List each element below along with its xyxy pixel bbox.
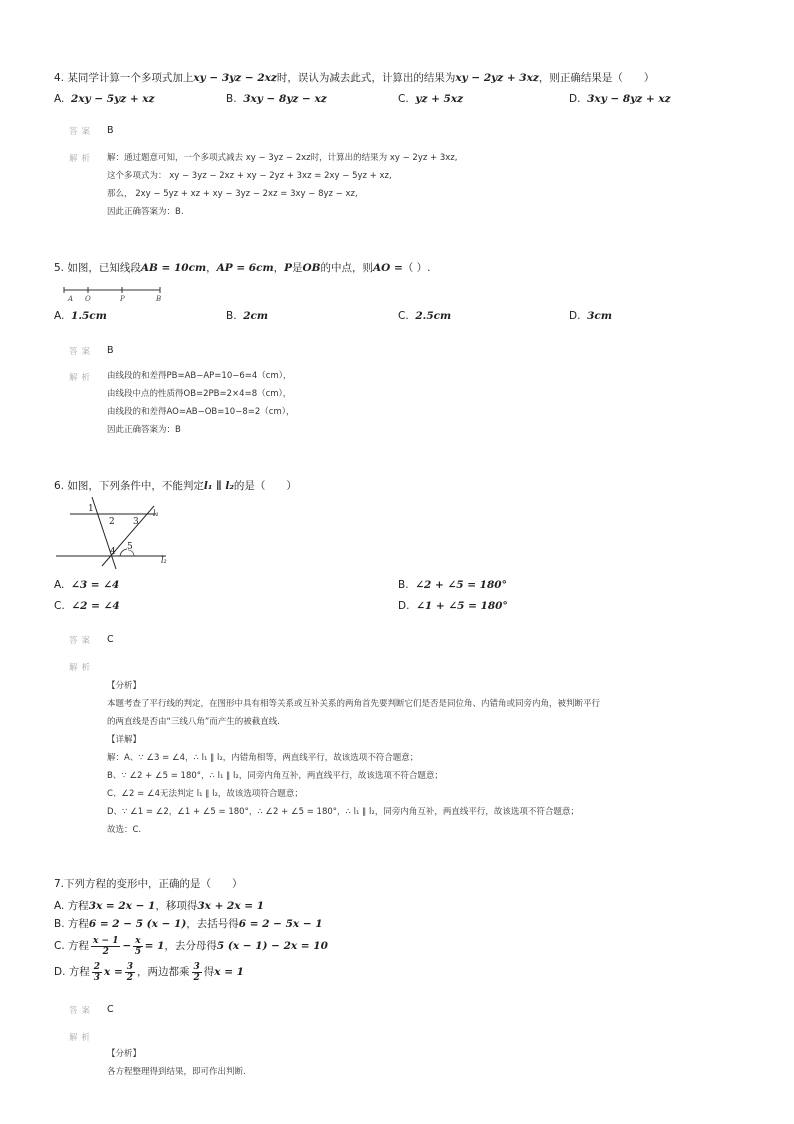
- option-d[interactable]: D. 3cm: [569, 310, 612, 322]
- question-6: [54, 478, 754, 494]
- analysis-label: 解析: [69, 1033, 95, 1043]
- label-b: B: [156, 295, 162, 303]
- option-d[interactable]: D. 方程 2 3 x = $\frac{3}{2}$ ，两边都乘 3 2 得 x = 1: [54, 961, 244, 983]
- label-o: O: [85, 295, 91, 303]
- question-4: [54, 70, 754, 109]
- fraction-1: 2 3: [93, 961, 101, 983]
- analysis-text: 【分析】 各方程整理得到结果，即可作出判断.: [107, 1049, 246, 1077]
- analysis-label: 解析: [69, 663, 95, 673]
- option-b[interactable]: B. 2cm: [226, 310, 269, 322]
- option-d[interactable]: D. ∠1 + ∠5 = 180°: [398, 600, 508, 612]
- fraction-2: $\frac{x}{5}$: [134, 935, 142, 957]
- option-d[interactable]: D. 3xy − 8yz + xz: [569, 93, 671, 105]
- question-stem: 6. 如图，下列条件中，不能判定l₁ ∥ l₂的是（ ）: [54, 480, 297, 492]
- answer-value: B: [107, 345, 114, 356]
- angle-label-4: 4: [110, 547, 116, 557]
- question-7: [54, 876, 754, 892]
- answer-value: C: [107, 634, 114, 645]
- answer-value: C: [107, 1004, 114, 1015]
- answer-label: 答案: [69, 347, 95, 357]
- line-label-l1: l₁: [153, 509, 159, 518]
- question-stem: 5. 如图，已知线段AB = 10cm，AP = 6cm，P是OB的中点，则AO =（ ）.: [54, 262, 431, 274]
- question-6-options: [54, 577, 754, 616]
- question-stem: 7.下列方程的变形中，正确的是（ ）: [54, 878, 243, 890]
- answer-value: B: [107, 125, 114, 136]
- fraction-2: $\frac{3}{2}$: [126, 961, 134, 983]
- option-c[interactable]: C. 方程 x − 1 2 − $\frac{x}{5}$ = 1 ，去分母得 5 (x − 1) − 2x = 10: [54, 935, 328, 957]
- angle-label-2: 2: [109, 517, 115, 527]
- option-b[interactable]: B. ∠2 + ∠5 = 180°: [398, 579, 507, 591]
- transversal-1: [92, 497, 116, 569]
- option-b[interactable]: B. 3xy − 8yz − xz: [226, 93, 327, 105]
- answer-label: 答案: [69, 127, 95, 137]
- option-a[interactable]: A. 方程3x = 2x − 1，移项得3x + 2x = 1: [54, 900, 264, 912]
- option-a[interactable]: A. ∠3 = ∠4: [54, 579, 120, 591]
- segment-figure: [60, 284, 170, 306]
- analysis-label: 解析: [69, 373, 95, 383]
- angle-label-3: 3: [133, 517, 139, 527]
- analysis-label: 解析: [69, 154, 95, 164]
- analysis-text: 由线段的和差得PB=AB−AP=10−6=4（cm）， 由线段中点的性质得OB=2PB=2×4=8（cm）， 由线段的和差得AO=AB−OB=10−8=2（cm）， 因此正确答案为：B: [107, 371, 295, 435]
- option-b[interactable]: B. 方程6 = 2 − 5 (x − 1)，去括号得6 = 2 − 5x − 1: [54, 918, 323, 930]
- option-c[interactable]: C. 2.5cm: [398, 310, 452, 322]
- fraction-1: x − 1 2: [93, 935, 119, 957]
- label-a: A: [68, 295, 74, 303]
- parallel-lines-figure: [54, 494, 184, 570]
- option-c[interactable]: C. ∠2 = ∠4: [54, 600, 120, 612]
- question-stem: 4. 某同学计算一个多项式加上xy − 3yz − 2xz时，误认为减去此式，计算出的结果为xy − 2yz + 3xz，则正确结果是（ ）: [54, 72, 655, 84]
- label-p: P: [120, 295, 125, 303]
- answer-label: 答案: [69, 636, 95, 646]
- analysis-text: 【分析】 本题考查了平行线的判定，在图形中具有相等关系或互补关系的两角首先要判断它们是否是同位角、内错角或同旁内角，被判断平行 的两直线是否由“三线八角”而产生的被截直线. 【详解】 解：A、∵ ∠3 = ∠4，∴ l₁ ∥ l₂，内错角相等，两直线平行，故该选项不符合题意； B、∵ ∠2 + ∠5 = 180°，∴ l₁ ∥ l₂，同旁内角互补，两直线平行，故该选项不符合题意； C、∠2 = ∠4无法判定 l₁ ∥ l₂，故该选项符合题意； D、∵ ∠1 = ∠2，∠1 + ∠5 = 180°，∴ ∠2 + ∠5 = 180°，∴ l₁ ∥ l₂，同旁内角互补，两直线平行，故该选项不符合题意； 故选：C.: [107, 681, 601, 835]
- angle-4-arc: [120, 549, 127, 556]
- options-row-2: [54, 598, 754, 616]
- line-label-l2: l₂: [161, 556, 167, 565]
- answer-label: 答案: [69, 1006, 95, 1016]
- analysis-text: 解：通过题意可知，一个多项式减去 xy − 3yz − 2xz时，计算出的结果为 xy − 2yz + 3xz, 这个多项式为： xy − 3yz − 2xz + xy − 2yz + 3xz = 2xy − 5yz + xz, 那么， 2xy − 5yz + xz + xy − 3yz − 2xz = 3xy − 8yz − xz, 因此正确答案为：B.: [107, 153, 458, 217]
- question-7-options: [54, 897, 754, 985]
- option-a[interactable]: A. 2xy − 5yz + xz: [54, 93, 155, 105]
- question-5: [54, 260, 754, 276]
- angle-label-5: 5: [127, 542, 133, 552]
- option-a[interactable]: A. 1.5cm: [54, 310, 107, 322]
- question-5-options: [54, 308, 754, 326]
- angle-label-1: 1: [88, 504, 94, 514]
- options: [54, 308, 754, 326]
- fraction-3: 3 2: [193, 961, 200, 983]
- options: [54, 91, 754, 109]
- transversal-2: [102, 506, 154, 566]
- options-row-1: [54, 577, 754, 595]
- option-c[interactable]: C. yz + 5xz: [398, 93, 464, 105]
